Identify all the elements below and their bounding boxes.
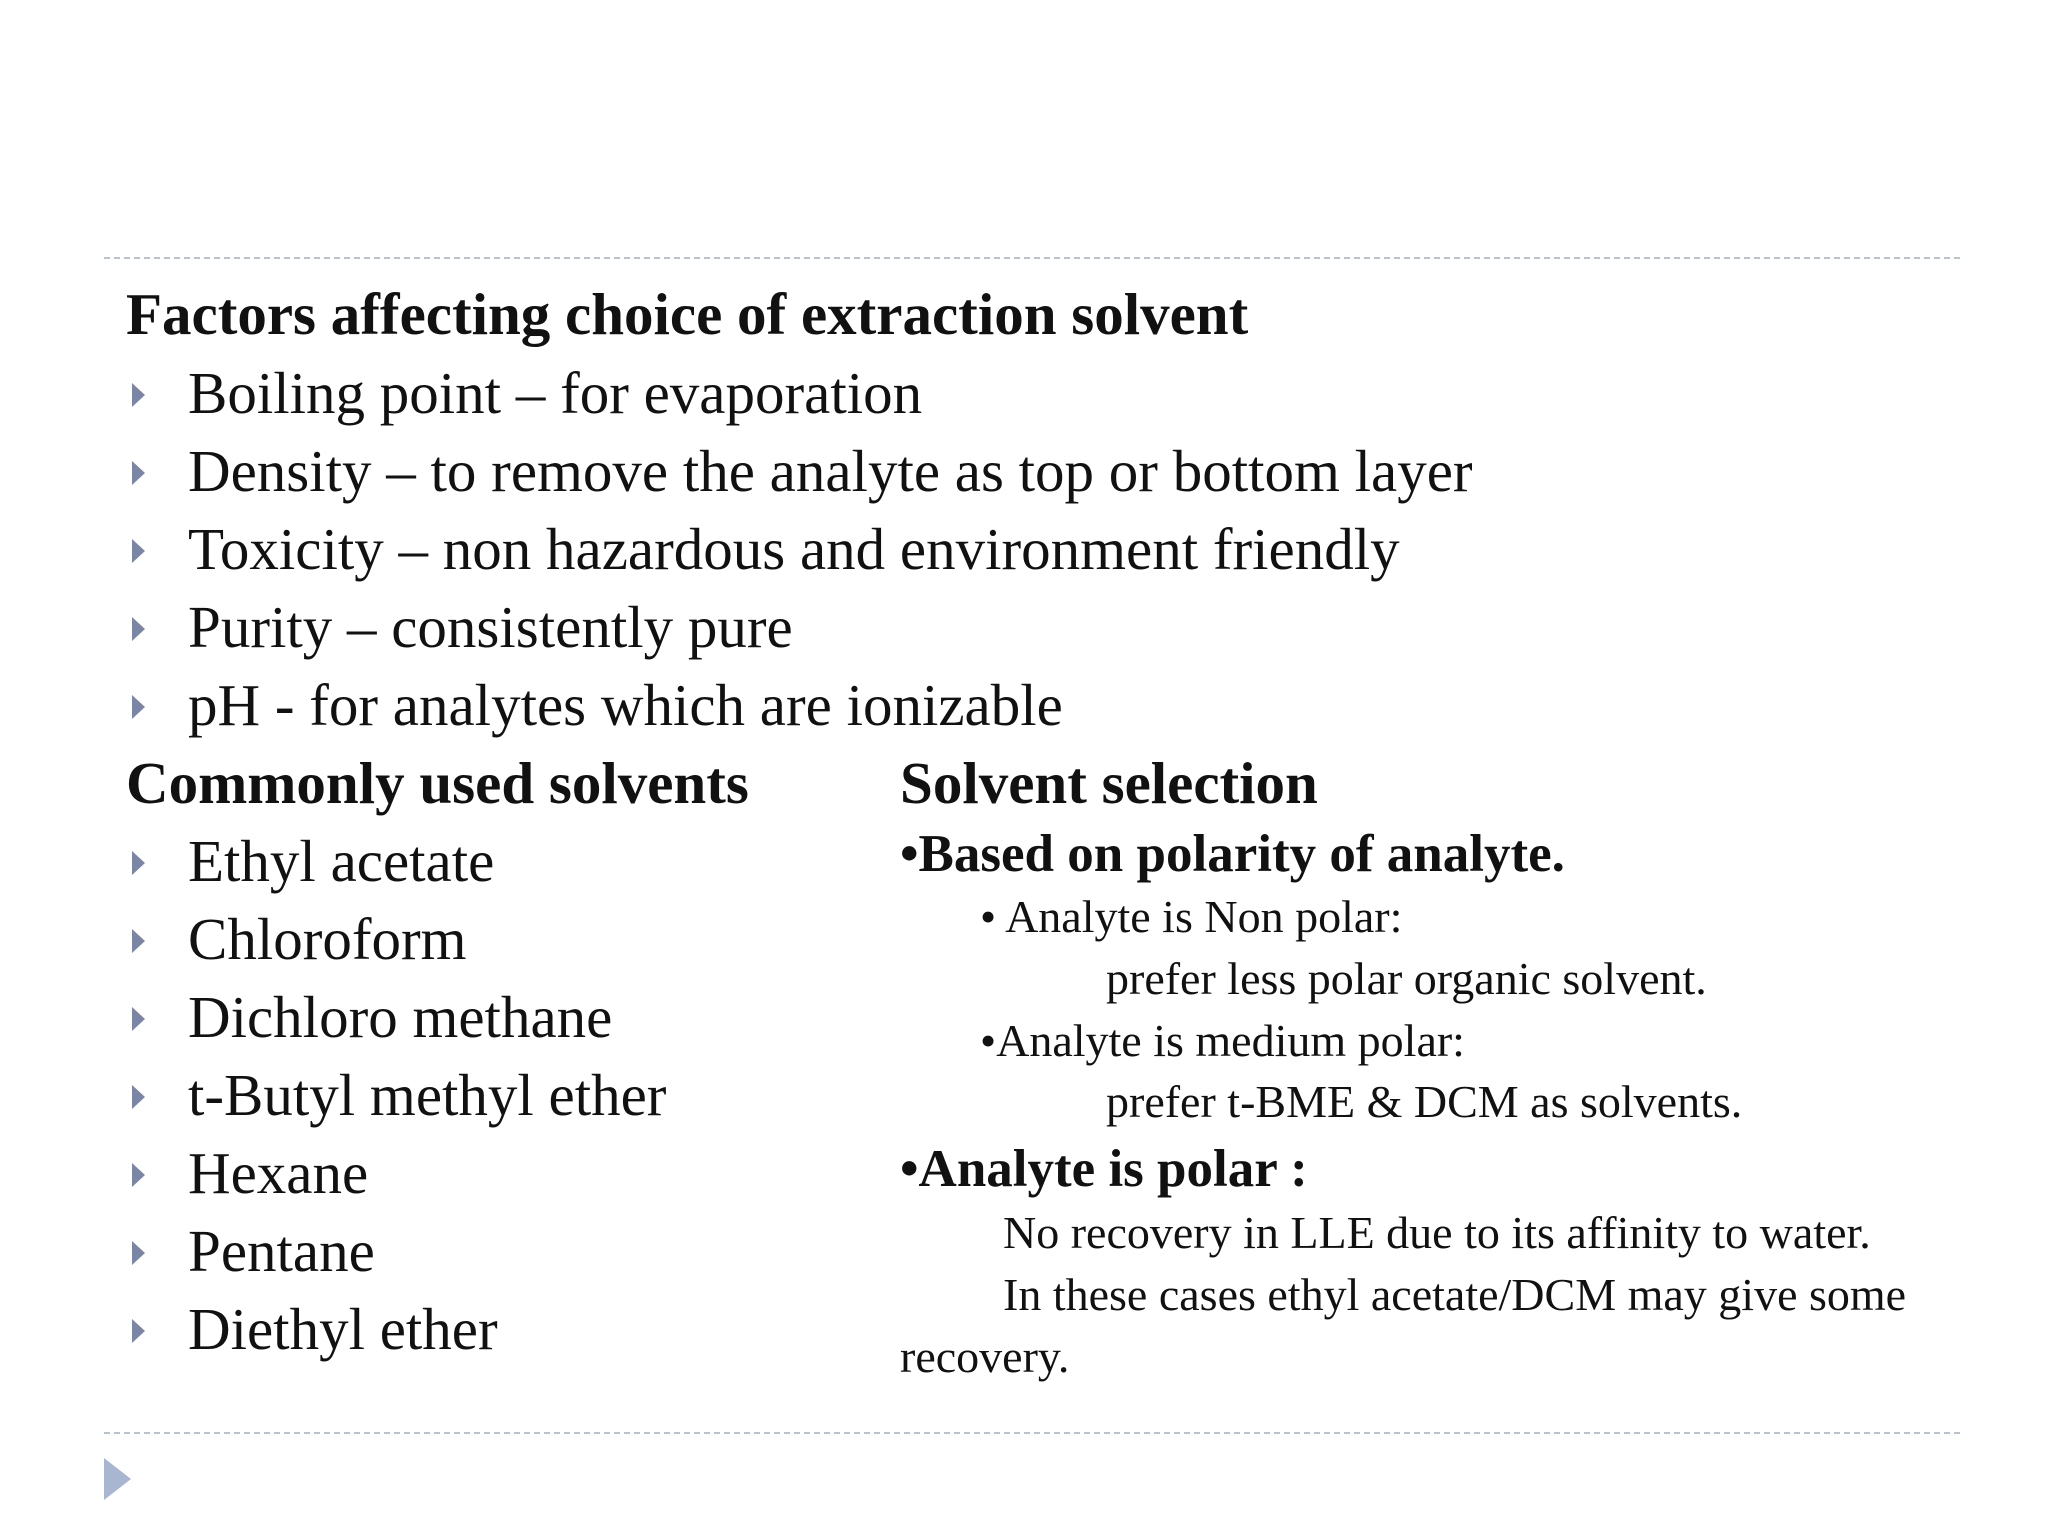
triangle-bullet-icon bbox=[132, 383, 145, 407]
list-item: Boiling point – for evaporation bbox=[126, 354, 1473, 432]
triangle-bullet-icon bbox=[132, 1241, 145, 1265]
list-item: Chloroform bbox=[126, 900, 666, 978]
triangle-bullet-icon bbox=[132, 929, 145, 953]
triangle-bullet-icon bbox=[132, 617, 145, 641]
list-item: Ethyl acetate bbox=[126, 822, 666, 900]
bottom-divider bbox=[104, 1432, 1960, 1434]
selection-basis: •Based on polarity of analyte. bbox=[900, 825, 1565, 883]
list-item: Hexane bbox=[126, 1134, 666, 1212]
polar-note-3: recovery. bbox=[900, 1331, 1070, 1382]
triangle-bullet-icon bbox=[132, 461, 145, 485]
nonpolar-label: • Analyte is Non polar: bbox=[980, 891, 1403, 942]
list-item: Purity – consistently pure bbox=[126, 588, 1473, 666]
triangle-bullet-icon bbox=[132, 539, 145, 563]
polar-label: •Analyte is polar : bbox=[900, 1140, 1308, 1198]
nonpolar-preference: prefer less polar organic solvent. bbox=[1106, 953, 1707, 1004]
list-item: pH - for analytes which are ionizable bbox=[126, 666, 1473, 744]
medium-label: •Analyte is medium polar: bbox=[980, 1015, 1465, 1066]
triangle-bullet-icon bbox=[132, 1085, 145, 1109]
top-divider bbox=[104, 257, 1960, 259]
list-item: Dichloro methane bbox=[126, 978, 666, 1056]
list-item: t-Butyl methyl ether bbox=[126, 1056, 666, 1134]
selection-heading: Solvent selection bbox=[900, 750, 1318, 816]
list-item: Diethyl ether bbox=[126, 1290, 666, 1368]
factors-heading: Factors affecting choice of extraction solvent bbox=[126, 281, 1249, 347]
medium-preference: prefer t-BME & DCM as solvents. bbox=[1106, 1076, 1743, 1127]
factors-list bbox=[126, 354, 1473, 744]
polar-note-1: No recovery in LLE due to its affinity to water. bbox=[1003, 1207, 1871, 1258]
next-arrow-icon[interactable] bbox=[104, 1458, 131, 1500]
list-item: Toxicity – non hazardous and environment friendly bbox=[126, 510, 1473, 588]
solvents-heading: Commonly used solvents bbox=[126, 750, 749, 816]
triangle-bullet-icon bbox=[132, 1007, 145, 1031]
triangle-bullet-icon bbox=[132, 695, 145, 719]
triangle-bullet-icon bbox=[132, 1163, 145, 1187]
list-item: Pentane bbox=[126, 1212, 666, 1290]
solvents-list bbox=[126, 822, 666, 1368]
triangle-bullet-icon bbox=[132, 1319, 145, 1343]
list-item: Density – to remove the analyte as top or bottom layer bbox=[126, 432, 1473, 510]
triangle-bullet-icon bbox=[132, 851, 145, 875]
polar-note-2: In these cases ethyl acetate/DCM may give some bbox=[1003, 1269, 1907, 1320]
